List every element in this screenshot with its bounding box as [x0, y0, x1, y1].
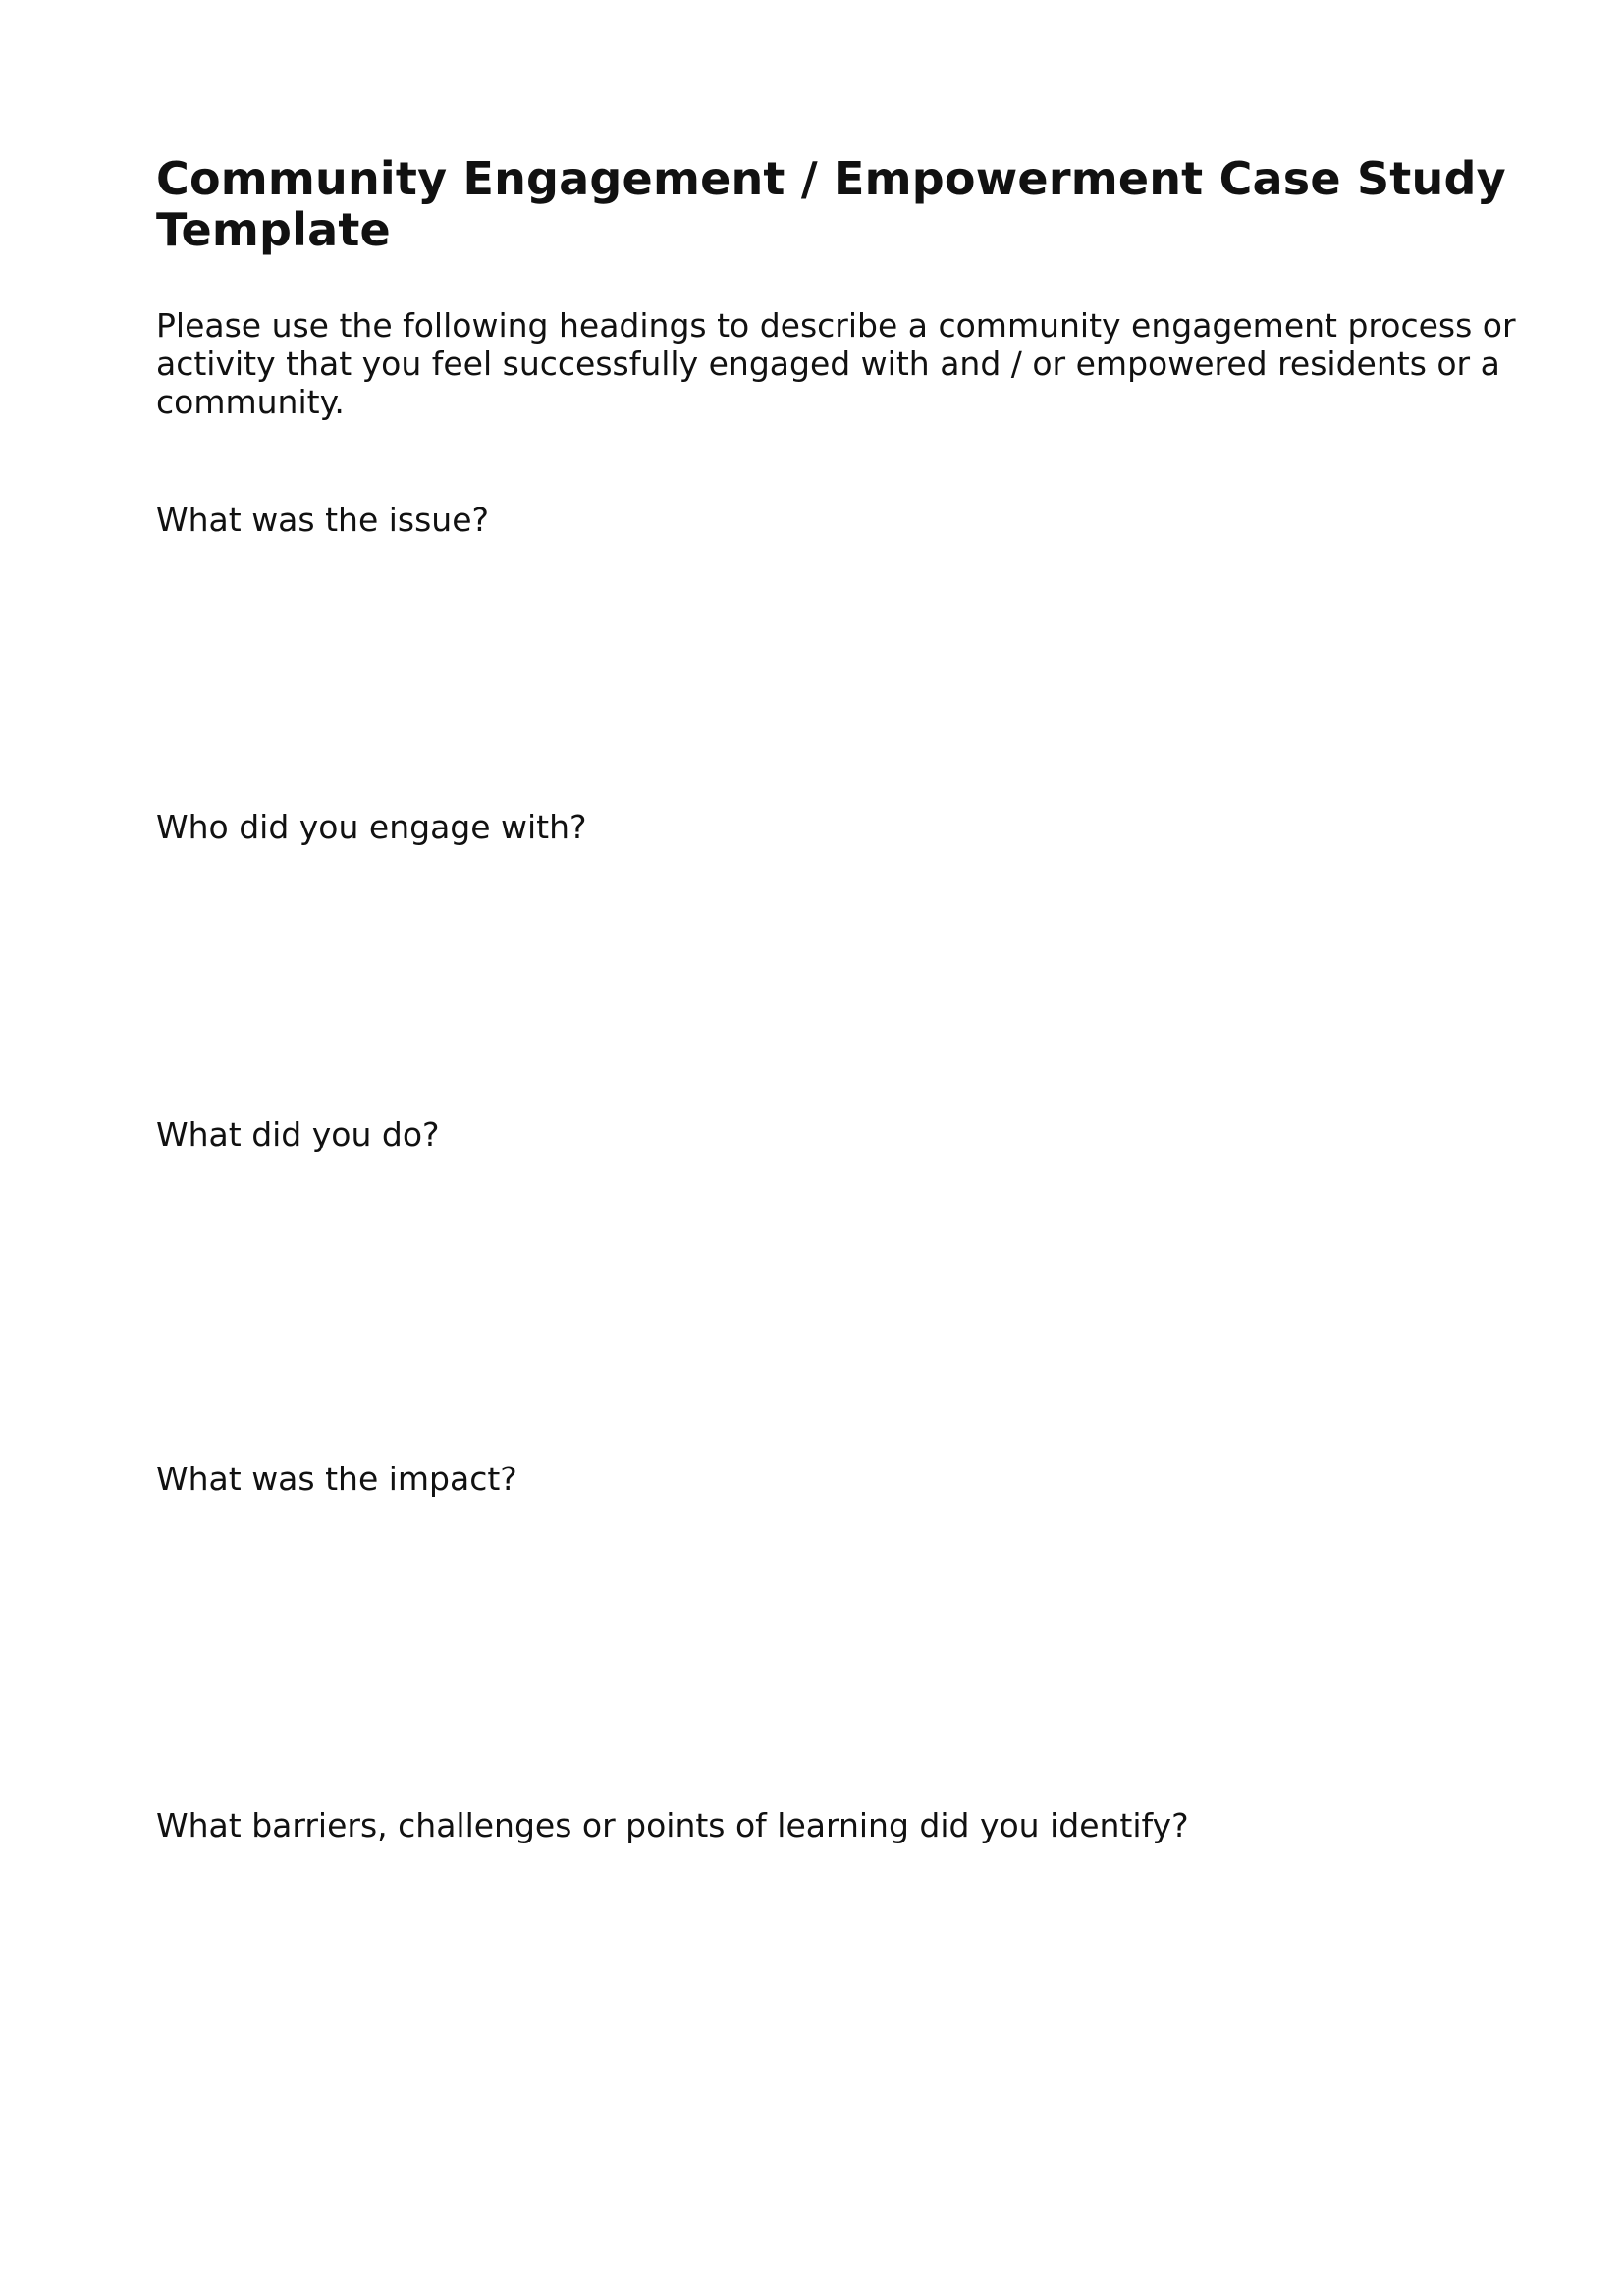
- question-impact: What was the impact?: [156, 1460, 517, 1498]
- question-issue: What was the issue?: [156, 501, 490, 539]
- question-barriers-learning: What barriers, challenges or points of learning did you identify?: [156, 1806, 1189, 1844]
- document-title: Community Engagement / Empowerment Case Study Template: [156, 152, 1506, 256]
- question-who-engaged: Who did you engage with?: [156, 808, 587, 846]
- question-what-did-you-do: What did you do?: [156, 1115, 440, 1153]
- intro-paragraph: Please use the following headings to describe a community engagement process or activity that you feel successfully engaged with and / or empowered residents or a community.: [156, 306, 1516, 421]
